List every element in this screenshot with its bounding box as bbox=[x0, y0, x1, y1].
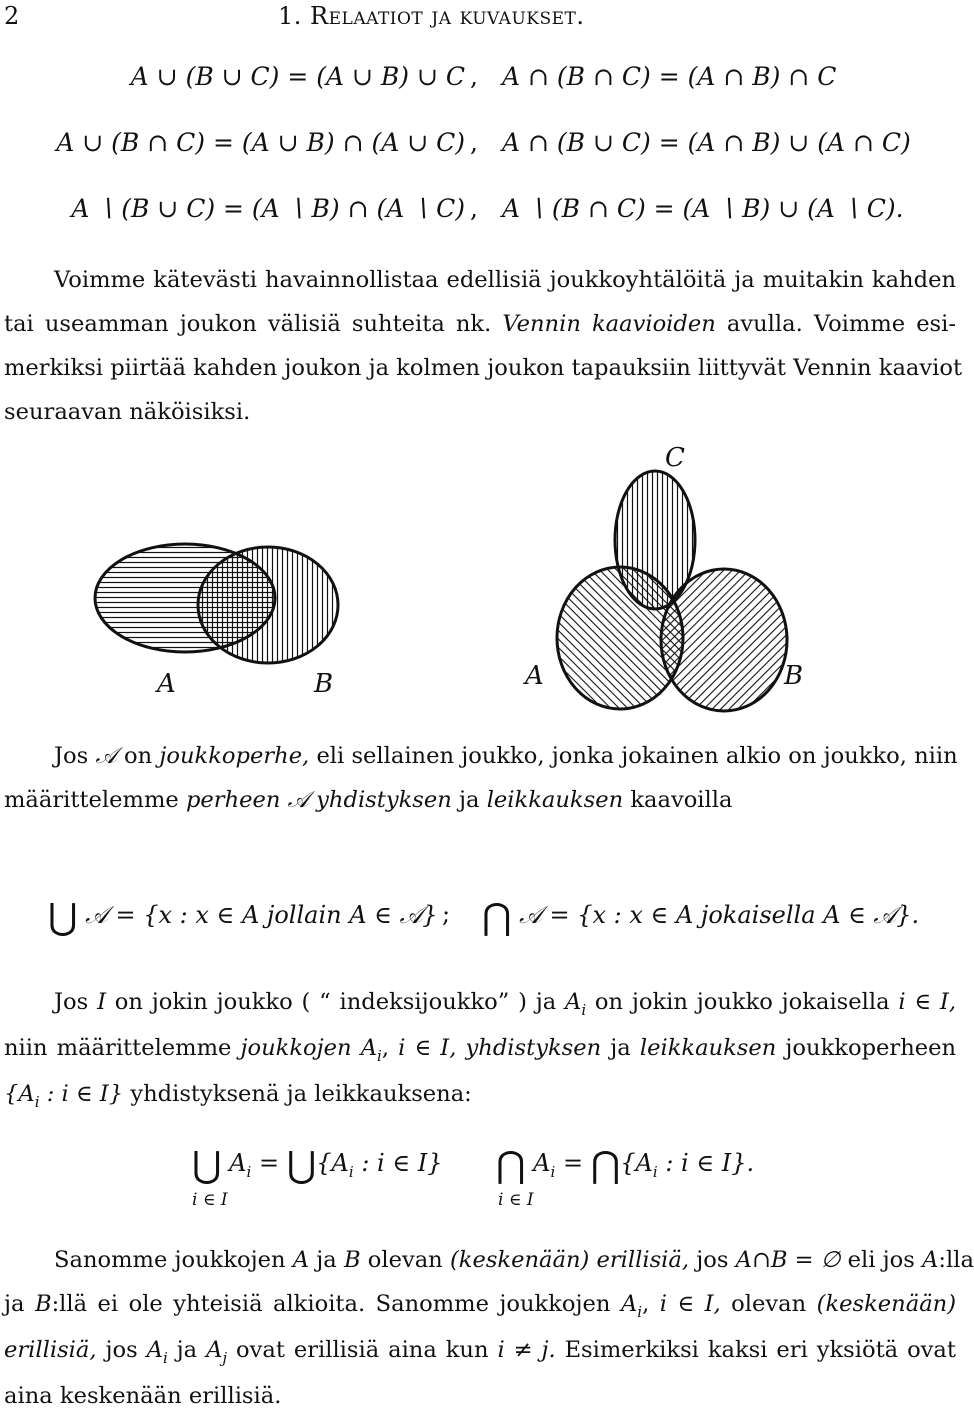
venn-two-set bbox=[95, 544, 338, 699]
formula-indexed-union-subscript: i ∈ I bbox=[192, 1190, 228, 1210]
paragraph-disjoint-sets: Sanomme joukkojen A ja B olevan (keskenään) erillisiä, jos A∩B = ∅ eli jos A:lla ja B:llä ei ole yhteisiä alkioita. Sanomme joukkojen $A_i$, i ∈ I, olevan (keskenään) erillisiä, jos $A_i$ ja $A_j$ ovat erillisiä aina kun i ≠ j. Esimerkiksi kaksi eri yksiötä ovat aina keskenään erillisiä. bbox=[4, 1247, 974, 1409]
paragraph-family-definition: Jos 𝒜 on joukkoperhe, eli sellainen joukko, jonka jokainen alkio on joukko, niin määrittelemme perheen 𝒜 yhdistyksen ja leikkauksen kaavoilla bbox=[4, 743, 958, 813]
page-number: 2 bbox=[4, 2, 20, 30]
venn-three-label-c: C bbox=[665, 443, 685, 473]
term-joukkoperhe: joukkoperhe, bbox=[159, 743, 310, 769]
chapter-title: Relaatiot ja kuvaukset. bbox=[310, 2, 585, 30]
formula-indexed-intersection-subscript: i ∈ I bbox=[498, 1190, 534, 1210]
equation-row-2-right: A ∩ (B ∪ C) = (A ∩ B) ∪ (A ∩ C) bbox=[502, 128, 911, 157]
equation-row-1-sep: , bbox=[470, 62, 478, 91]
equation-row-2-left: A ∪ (B ∩ C) = (A ∪ B) ∩ (A ∪ C) bbox=[56, 128, 465, 157]
equation-row-3-left: A ∖ (B ∪ C) = (A ∖ B) ∩ (A ∖ C) bbox=[71, 194, 465, 223]
term-leikkauksen: leikkauksen bbox=[486, 787, 624, 813]
venn-three-label-b: B bbox=[784, 661, 804, 691]
venn-three-set bbox=[523, 443, 803, 711]
equation-row-3-sep: , bbox=[470, 194, 478, 223]
formula-sep: ; bbox=[442, 900, 451, 928]
term-yhdistyksen: yhdistyksen bbox=[316, 787, 452, 813]
term-erillisia: (keskenään) erillisiä, bbox=[449, 1247, 690, 1273]
equation-row-1-right: A ∩ (B ∩ C) = (A ∩ B) ∩ C bbox=[502, 62, 837, 91]
paragraph-indexed-family: Jos I on jokin joukko ( “ indeksijoukko” ) ja $A_i$ on jokin joukko jokaisella i ∈ I, niin määrittelemme joukkojen $A_i$, i ∈ I, yhdistyksen ja leikkauksen joukkoperheen {$A_i$ : i ∈ I} yhdistyksenä ja leikkauksena: bbox=[4, 989, 957, 1111]
formula-family-union: ⋃ 𝒜 = {x : x ∈ A jollain A ∈ 𝒜} bbox=[48, 897, 438, 938]
term-vennin-kaavioiden: Vennin kaavioiden bbox=[502, 311, 716, 337]
paragraph-venn-intro: Voimme kätevästi havainnollistaa edellisiä joukkoyhtälöitä ja muitakin kahden tai useamman joukon välisiä suhteita nk. Vennin kaavioiden avulla. Voimme esi- merkiksi piirtää kahden joukon ja kolmen joukon tapauksiin liittyvät Vennin kaaviot seuraavan näköisiksi. bbox=[4, 267, 963, 425]
venn-three-label-a: A bbox=[525, 661, 544, 691]
equation-row-2-sep: , bbox=[470, 128, 478, 157]
equation-row-1-left: A ∪ (B ∪ C) = (A ∪ B) ∪ C bbox=[130, 62, 465, 91]
formula-indexed-union: ⋃ $A_i$ = $⋃\{A_i$ : i ∈ I} bbox=[192, 1145, 443, 1186]
venn-two-label-b: B bbox=[314, 669, 334, 699]
formula-indexed-intersection: ⋂ $A_i$ = $⋂\{A_i$ : i ∈ I}. bbox=[496, 1145, 755, 1186]
chapter-number: 1. bbox=[278, 2, 302, 30]
venn-two-label-a: A bbox=[157, 669, 176, 699]
formula-family-intersection: ⋂ 𝒜 = {x : x ∈ A jokaisella A ∈ 𝒜}. bbox=[482, 897, 920, 938]
equation-row-3-right: A ∖ (B ∩ C) = (A ∖ B) ∪ (A ∖ C). bbox=[502, 194, 904, 223]
